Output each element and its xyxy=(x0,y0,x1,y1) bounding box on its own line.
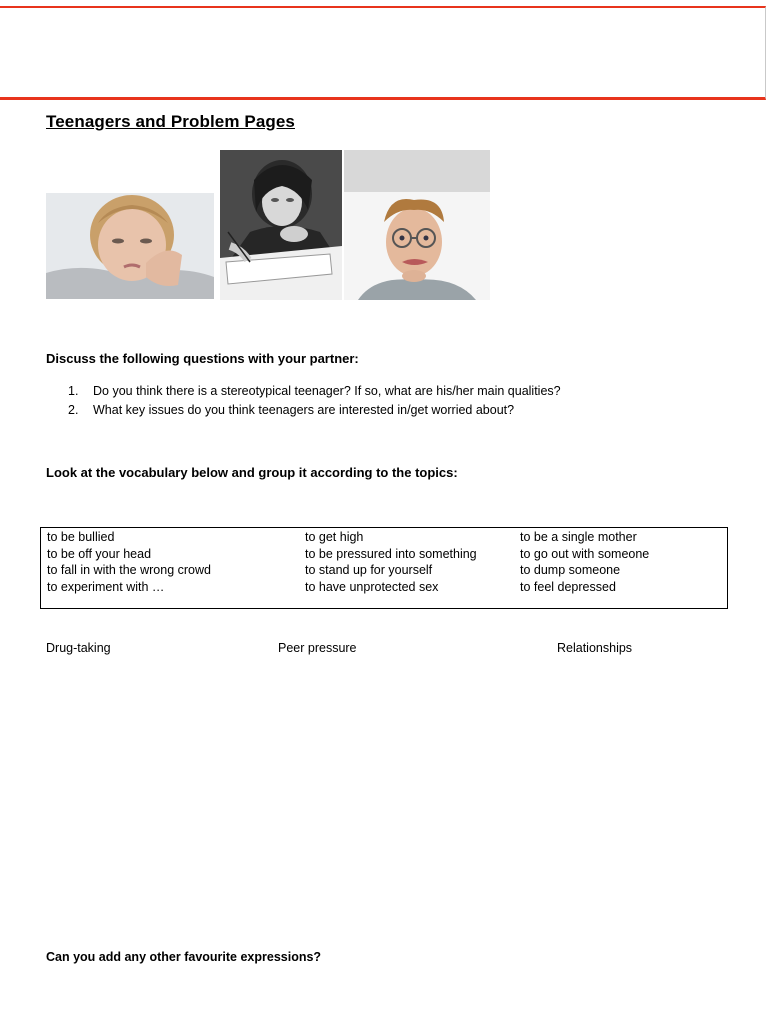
discuss-heading: Discuss the following questions with your partner: xyxy=(46,351,359,366)
boy-worried-photo xyxy=(344,192,490,300)
vocab-item: to be bullied xyxy=(47,530,115,544)
vocab-item: to be a single mother xyxy=(520,530,637,544)
vocab-item: to stand up for yourself xyxy=(305,563,433,577)
closing-question: Can you add any other favourite expressions? xyxy=(46,950,322,964)
list-item xyxy=(68,401,561,420)
vocab-item: to get high xyxy=(305,530,364,544)
vocab-item: to be pressured into something xyxy=(305,546,477,561)
vocab-heading: Look at the vocabulary below and group it according to the topics: xyxy=(46,465,458,480)
list-item-number: 2. xyxy=(68,403,79,417)
header-box xyxy=(0,6,766,100)
vocab-item: to be off your head xyxy=(47,546,152,561)
questions-list xyxy=(68,382,561,420)
vocab-item: to go out with someone xyxy=(520,546,650,561)
list-item xyxy=(68,382,561,401)
vocab-column-1 xyxy=(47,529,211,595)
list-item-text: What key issues do you think teenagers are interested in/get worried about? xyxy=(93,403,515,417)
vocab-column-3 xyxy=(520,529,649,595)
vocab-item: to experiment with … xyxy=(47,579,165,594)
category-drug-taking: Drug-taking xyxy=(46,641,111,655)
list-item-text: Do you think there is a stereotypical teenager? If so, what are his/her main qualities? xyxy=(93,384,561,398)
category-relationships: Relationships xyxy=(557,641,633,655)
vocabulary-box xyxy=(40,527,728,609)
girl-writing-photo xyxy=(220,150,342,300)
category-peer-pressure: Peer pressure xyxy=(278,641,357,655)
vocab-item: to have unprotected sex xyxy=(305,579,439,594)
page-title: Teenagers and Problem Pages xyxy=(46,112,295,131)
vocab-item: to dump someone xyxy=(520,563,621,577)
vocab-item: to feel depressed xyxy=(520,579,616,594)
vocab-item: to fall in with the wrong crowd xyxy=(47,563,211,577)
teen-girl-bored-photo xyxy=(46,193,214,299)
photo-placeholder-block xyxy=(344,150,490,192)
vocab-column-2 xyxy=(305,529,477,595)
list-item-number: 1. xyxy=(68,384,79,398)
